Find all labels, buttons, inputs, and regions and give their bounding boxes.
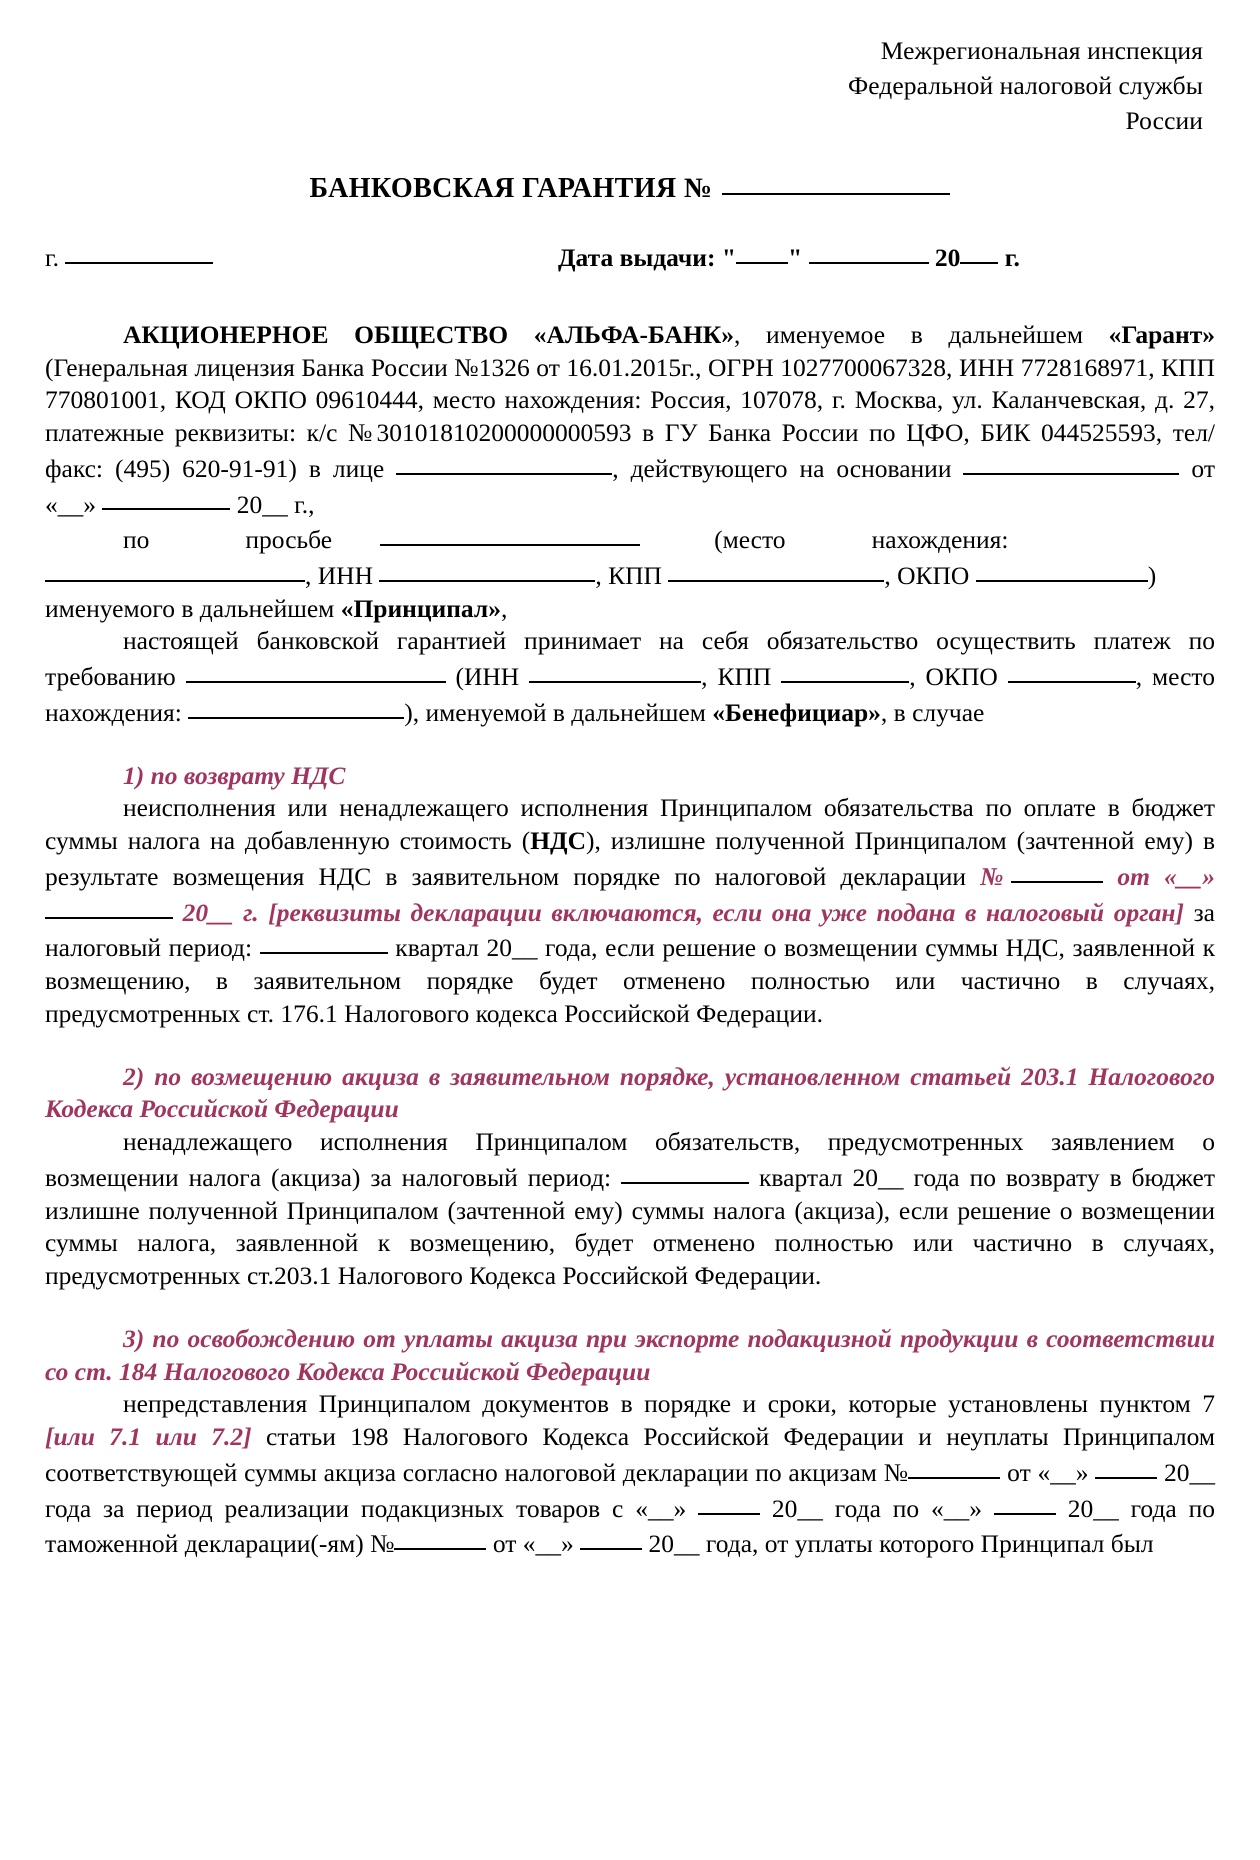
issue-year-blank[interactable] [960,262,998,264]
city-blank[interactable] [65,262,213,264]
guarantor-details: (Генеральная лицензия Банка России №1326 от 16.01.2015г., ОГРН 1027700067328, ИНН 7728168971, КПП 770801001, КОД ОКПО 09610444, место нахождения: Россия, 107078, г. Москва, ул. Каланчевская, д. 27, платежные реквизиты: к/с №30101810200000000593 в ГУ Банка России по ЦФО, БИК 044525593, тел/факс: (495) 620-91-91) в лице [45,352,1215,483]
guarantor-name: АКЦИОНЕРНОЕ ОБЩЕСТВО «АЛЬФА-БАНК» [123,319,735,349]
section-1-decl-month-blank[interactable] [45,894,173,919]
section-1-quarter-blank[interactable] [260,929,388,954]
beneficiary-name-blank[interactable] [186,658,446,683]
section-3-decl-ot2: от «__» [486,1529,581,1559]
principal-kpp-blank[interactable] [668,557,884,582]
guarantor-paragraph [45,319,1215,521]
quote-close: " [788,242,803,272]
beneficiary-inn-blank[interactable] [529,658,701,683]
spacer [45,273,1215,319]
addressee-line-3: России [1125,105,1203,135]
section-2-text-2: квартал 20__ года по возврату в бюджет излишне полученной Принципалом (зачтенной ему) суммы налога (акциза), если решение о возмещении суммы налога, заявленной к возмещению, будет отменено полностью или частично в случаях, предусмотренных ст.203.1 Налогового Кодекса Российской Федерации. [45,1162,1216,1291]
principal-word-po: по [123,525,150,555]
section-2-text-1: ненадлежащего исполнения Принципалом обязательств, предусмотренных заявлением о возмещении налога (акциза) за налоговый период: [45,1127,1215,1192]
section-3-body [45,1388,1215,1561]
obligation-okpo-label: , ОКПО [909,662,1008,692]
section-3-heading [45,1323,1215,1389]
obligation-text-2: ), именуемой в дальнейшем [404,697,713,727]
section-2-quarter-blank[interactable] [621,1159,749,1184]
section-3-decl-no2: № [370,1529,395,1559]
guarantor-basis-month-blank[interactable] [102,486,230,511]
guarantor-alias: «Гарант» [1108,319,1216,349]
section-3-text-2: статьи 198 Налогового Кодекса Российской Федерации и неуплаты Принципалом соответствующей суммы акциза согласно налоговой декларации по акцизам [45,1422,1215,1487]
issue-date-label: Дата выдачи: [557,242,716,272]
city-field [45,243,213,273]
section-1-accent-note: [реквизиты декларации включаются, если она уже подана в налоговый орган] [268,897,1185,927]
section-3-period-end-blank[interactable] [994,1490,1056,1515]
section-1-text-4: квартал 20__ года, если решение о возмещении суммы НДС, заявленной к возмещению, в заявительном порядке будет отменено полностью или частично в случаях, предусмотренных ст. 176.1 Налогового кодекса Российской Федерации. [45,933,1215,1028]
quote-open: " [721,242,736,272]
section-3-decl-no-blank[interactable] [908,1454,1000,1479]
addressee-header [45,34,1203,139]
page-title [45,173,1215,205]
section-2-heading [45,1061,1215,1127]
principal-ids-paragraph [45,557,1215,593]
section-1-heading-text: 1) по возврату НДС [123,760,346,790]
guarantor-text-2: , действующего на основании [612,453,964,483]
city-label: г. [45,242,59,272]
principal-place-label-1: (место [714,525,786,555]
guarantor-basis-blank[interactable] [963,450,1179,475]
obligation-text-1: настоящей банковской гарантией принимает на себя обязательство осуществить платеж по требованию [45,626,1215,692]
section-3-period-start-blank[interactable] [698,1490,760,1515]
section-3-decl-tail: 20__ года, от уплаты которого Принципал был [642,1529,1154,1559]
city-date-row [45,243,1215,273]
principal-place-label-2: нахождения: [871,525,1009,555]
section-3-decl-year-3: 20__ года по таможенной декларации(-ям) [45,1493,1215,1559]
spacer [45,1293,1215,1323]
issue-year-suffix: г. [1004,242,1020,272]
section-3-customs-month-blank[interactable] [580,1525,642,1550]
section-3-text-1: непредставления Принципалом документов в порядке и сроки, которые установлены пунктом 7 [123,1389,1215,1419]
guarantor-text-1: , именуемое в дальнейшем [734,319,1109,349]
section-2-body [45,1126,1215,1293]
principal-alias: «Принципал» [340,593,501,623]
principal-kpp-label: , КПП [595,560,669,590]
issue-date-field [558,243,1020,273]
principal-okpo-blank[interactable] [976,557,1148,582]
spacer [45,730,1215,760]
issue-month-blank[interactable] [809,262,929,264]
obligation-kpp-label: , КПП [701,662,782,692]
principal-address-blank[interactable] [45,557,305,582]
obligation-place-label: , место нахождения: [45,662,1215,727]
section-1-nds-bold: НДС [530,826,586,856]
spacer [45,1031,1215,1061]
addressee-line-1: Межрегиональная инспекция [880,36,1203,65]
principal-request-paragraph [45,521,1215,557]
section-1-heading [45,760,1215,793]
section-3-accent-note: [или 7.1 или 7.2] [45,1422,252,1452]
issue-day-blank[interactable] [736,262,788,264]
principal-okpo-label: , ОКПО [884,560,976,590]
section-1-decl-year: 20__ г. [173,897,269,927]
section-3-decl-year-2: 20__ года по «__» [760,1493,994,1523]
section-1-text-1: неисполнения или ненадлежащего исполнения Принципалом обязательства по оплате в бюджет суммы налога на добавленную стоимость ( [45,793,1215,856]
section-3-decl-month-blank[interactable] [1095,1454,1157,1479]
beneficiary-okpo-blank[interactable] [1008,658,1136,683]
guarantor-representative-blank[interactable] [396,450,612,475]
section-2-heading-text: 2) по возмещению акциза в заявительном порядке, установленном статьей 203.1 Налогового Кодекса Российской Федерации [45,1061,1215,1124]
obligation-text-3: , в случае [880,697,985,727]
section-1-decl-no-blank[interactable] [1011,858,1103,883]
section-1-decl-ot: от «__» [1103,861,1216,891]
principal-word-prosbe: просьбе [245,525,333,555]
principal-close-paren: ) [1147,560,1157,590]
beneficiary-kpp-blank[interactable] [781,658,909,683]
section-3-heading-text: 3) по освобождению от уплаты акциза при экспорте подакцизной продукции в соответствии со ст. 184 Налогового Кодекса Российской Федерации [45,1323,1215,1386]
section-3-customs-no-blank[interactable] [394,1525,486,1550]
beneficiary-alias: «Бенефициар» [712,697,881,727]
section-3-decl-no: № [883,1457,909,1487]
section-1-text-3: за налоговый период: [45,897,1215,963]
section-1-decl-no: № [980,861,1012,891]
guarantee-number-blank[interactable] [722,193,950,195]
principal-alias-paragraph [45,593,1215,626]
issue-year-prefix: 20 [934,242,961,272]
section-3-decl-year-1: 20__ года за период реализации подакцизных товаров с «__» [45,1457,1216,1523]
principal-inn-blank[interactable] [379,557,595,582]
section-1-body [45,792,1215,1030]
beneficiary-address-blank[interactable] [188,694,404,719]
principal-alias-text: именуемого в дальнейшем [45,593,341,623]
guarantor-text-3: от «__» [45,453,1215,519]
section-1-text-2: ), излишне полученной Принципалом (зачтенной ему) в результате возмещения НДС в заявительном порядке по налоговой декларации [45,826,1215,891]
obligation-inn-label: (ИНН [445,662,530,692]
obligation-paragraph [45,625,1215,729]
principal-name-blank[interactable] [380,521,640,546]
page-title-text: БАНКОВСКАЯ ГАРАНТИЯ № [309,172,713,204]
principal-inn-label: , ИНН [305,560,380,590]
section-3-decl-ot: от «__» [1000,1457,1096,1487]
addressee-line-2: Федеральной налоговой службы [847,70,1203,100]
guarantor-text-4: 20__ г., [230,489,315,519]
principal-alias-tail: , [500,593,508,623]
